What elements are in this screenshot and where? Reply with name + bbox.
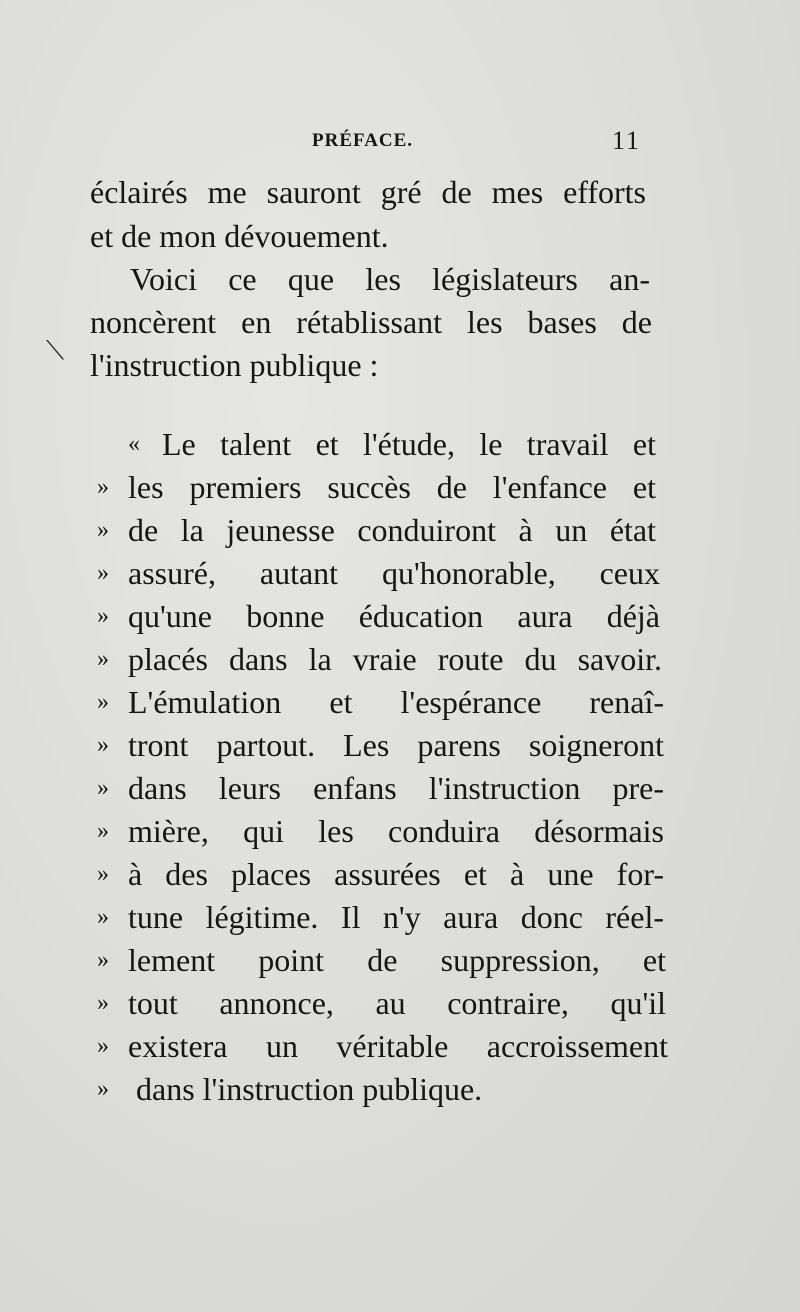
quote-mark: » xyxy=(97,861,109,887)
quote-line-text: placés dans la vraie route du savoir. xyxy=(128,641,662,677)
quote-mark: » xyxy=(97,990,109,1016)
quote-line-text: les premiers succès de l'enfance et xyxy=(128,469,656,505)
text-line-content: noncèrent en rétablissant les bases de xyxy=(90,304,652,340)
quote-line-text: tune légitime. Il n'y aura donc réel- xyxy=(128,899,664,935)
quote-mark: » xyxy=(97,904,109,930)
quote-line-text: dans leurs enfans l'instruction pre- xyxy=(128,770,664,806)
text-line-content: et de mon dévouement. xyxy=(90,218,389,254)
quote-mark: » xyxy=(97,560,109,586)
text-line-content: éclairés me sauront gré de mes efforts xyxy=(90,174,646,210)
quote-line-text: qu'une bonne éducation aura déjà xyxy=(128,598,660,634)
quote-mark: » xyxy=(97,646,109,672)
quote-mark: » xyxy=(97,474,109,500)
quote-mark: » xyxy=(97,732,109,758)
quote-line-text: de la jeunesse conduiront à un état xyxy=(128,512,656,548)
quote-line-text: assuré, autant qu'honorable, ceux xyxy=(128,555,660,591)
quote-mark: » xyxy=(97,947,109,973)
quote-line-text: dans l'instruction publique. xyxy=(136,1071,483,1107)
page-number: 11 xyxy=(612,126,642,155)
quote-mark: » xyxy=(97,517,109,543)
running-title: PRÉFACE. xyxy=(312,130,414,151)
quote-mark: « xyxy=(128,431,140,457)
page-header xyxy=(0,126,800,162)
quote-mark: » xyxy=(97,818,109,844)
margin-pointer-mark: ⟍ xyxy=(46,336,65,365)
quote-line-text: Le talent et l'étude, le travail et xyxy=(162,426,656,462)
quote-mark: » xyxy=(97,1033,109,1059)
quote-line-text: mière, qui les conduira désormais xyxy=(128,813,664,849)
quote-mark: » xyxy=(97,1076,109,1102)
quote-line-text: tout annonce, au contraire, qu'il xyxy=(128,985,666,1021)
quote-line-text: L'émulation et l'espérance renaî- xyxy=(128,684,664,720)
quote-line-text: lement point de suppression, et xyxy=(128,942,666,978)
quote-line-text: tront partout. Les parens soigneront xyxy=(128,727,664,763)
text-line-content: Voici ce que les législateurs an- xyxy=(130,261,650,297)
quote-line-text: existera un véritable accroissement xyxy=(128,1028,668,1064)
quote-line-text: à des places assurées et à une for- xyxy=(128,856,664,892)
quote-mark: » xyxy=(97,603,109,629)
text-line-content: l'instruction publique : xyxy=(90,347,379,383)
quote-mark: » xyxy=(97,689,109,715)
quote-mark: » xyxy=(97,775,109,801)
